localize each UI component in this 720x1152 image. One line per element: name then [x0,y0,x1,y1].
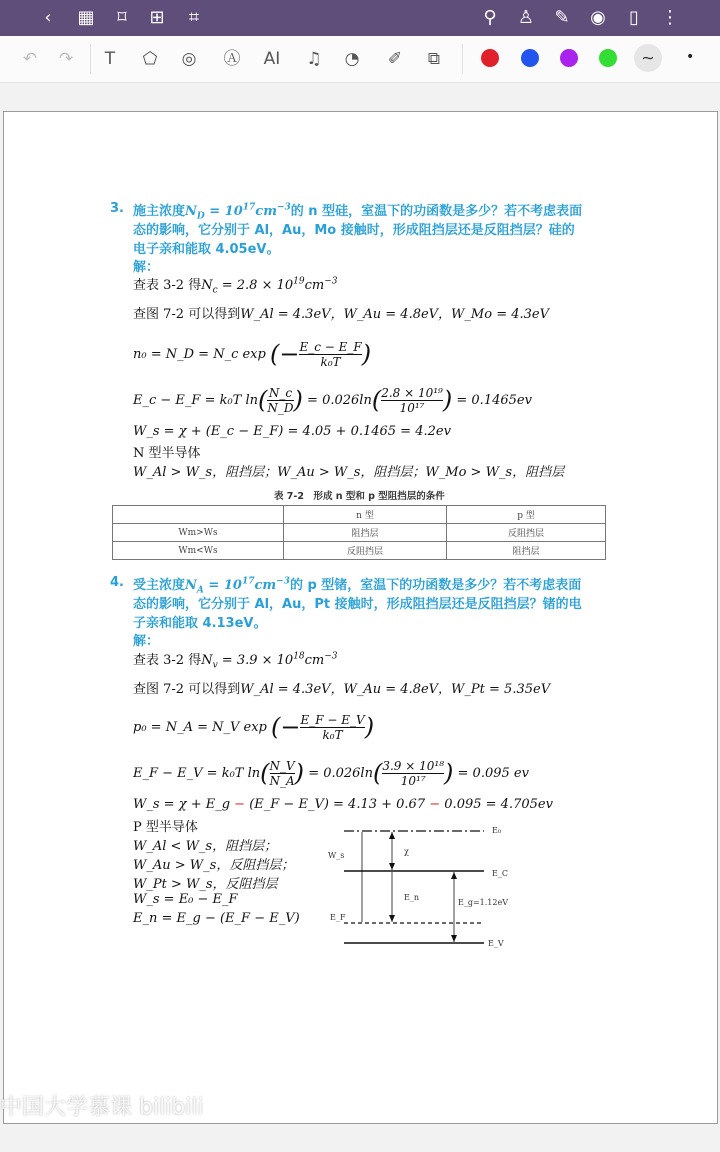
q4-step-work-functions: 查图 7-2 可以得到W_Al = 4.3eV，W_Au = 4.8eV，W_Pt = 5.35eV [133,682,551,697]
question-3-line2: 态的影响，它分别于 Al，Au，Mo 接触时，形成阻挡层还是反阻挡层？硅的 [133,223,575,238]
q4-step-nv: 查表 3-2 得$N_v = 3.9 \times 10^{18}cm^{-3}$ [133,651,338,671]
table-header-cell [113,506,284,524]
arrow-head [389,832,395,839]
table-header-row [113,506,606,524]
table-cell: Wm>Ws [113,524,284,542]
table-header-cell: n 型 [284,506,447,524]
green-color-swatch[interactable] [599,49,617,67]
table-cell: Wm<Ws [113,542,284,560]
video-watermark: 中国大学慕课 bilibili [0,1095,204,1120]
barrier-condition-table [112,505,606,560]
q3-step-work-functions: 查图 7-2 可以得到W_Al = 4.3eV，W_Au = 4.8eV，W_Mo = 4.3eV [133,307,549,322]
grid-icon[interactable]: ▦ [77,7,95,28]
table-caption: 表 7-2 形成 n 型和 p 型阻挡层的条件 [274,491,445,502]
arrow-head [389,863,395,870]
tape-tool-icon[interactable]: ◎ [181,49,197,69]
purple-color-swatch[interactable] [560,49,578,67]
chi-label: χ [404,847,409,856]
question-3-line3: 电子亲和能取 4.05eV。 [133,242,280,257]
question-4-line2: 态的影响，它分别于 Al，Au，Pt 接触时，形成阻挡层还是反阻挡层？锗的电 [133,597,582,612]
q3-formula-n0: n₀ = N_D = N_c exp (− $\frac{E\_c - E\_F}{\text{k₀T}}$ ) [133,340,372,369]
crop-icon[interactable]: ⌗ [188,7,200,28]
divider [90,44,91,74]
table-cell: 反阻挡层 [284,542,447,560]
table-cell: 阻挡层 [284,524,447,542]
eye-icon[interactable]: ◉ [590,7,606,28]
sticker-icon[interactable]: ◔ [344,49,360,69]
bookmark-icon[interactable]: ⌑ [117,7,127,28]
q4-conclusion-au: W_Au > W_s，反阻挡层； [133,858,295,873]
pen-style-button[interactable]: ∼ [634,44,662,72]
question-4-line3: 子亲和能取 4.13eV。 [133,616,267,631]
table-header-cell: p 型 [447,506,606,524]
shirt-icon[interactable]: ♙ [517,7,535,28]
question-4-line1: 受主浓度$N_A = 10^{17}cm^{-3}$的 p 型锗，室温下的功函数是多少？若不考虑表面 [133,576,582,596]
pen-edit-icon[interactable]: ✎ [554,7,570,28]
ef-label: E_F [330,913,346,922]
q4-formula-en: E_n = E_g − (E_F − E_V) [133,911,300,926]
ai-tool-icon[interactable]: AI [263,49,281,69]
undo-icon[interactable]: ↶ [22,49,38,69]
q4-formula-ws: W_s = χ + E_g − (E_F − E_V) = 4.13 + 0.67 − 0.095 = 4.705ev [133,797,553,812]
eg-label: E_g=1.12eV [458,898,508,907]
text-tool-icon[interactable]: T [104,49,116,69]
laser-pointer-icon[interactable]: ✐ [387,49,403,69]
q3-formula-ec-ef: E_c − E_F = k₀T ln( $\frac{N\_c}{N\_D}$ ) = 0.026ln( $\frac{\text{2.8 × 10¹⁹}}{\text{10¹⁷}}$ ) = 0.1465ev [133,386,532,415]
ocr-tool-icon[interactable]: Ⓐ [223,49,241,69]
table-cell: 阻挡层 [447,542,606,560]
q3-formula-ws: W_s = χ + (E_c − E_F) = 4.05 + 0.1465 = 4.2ev [133,424,451,439]
redo-icon[interactable]: ↷ [58,49,74,69]
table-row [113,542,606,560]
back-icon[interactable]: ‹ [44,7,52,28]
table-cell: 反阻挡层 [447,524,606,542]
q4-formula-p0: p₀ = N_A = N_V exp (− $\frac{E\_F - E\_V}{\text{k₀T}}$ ) [133,713,375,742]
blue-color-swatch[interactable] [521,49,539,67]
arrow-head [389,915,395,922]
red-color-swatch[interactable] [481,49,499,67]
mic-icon[interactable]: ♫ [306,49,322,69]
divider [462,44,463,74]
arrow-head [451,872,457,879]
reader-icon[interactable]: ▯ [629,7,639,28]
top-app-bar [0,0,720,36]
q3-n-type-label: N 型半导体 [133,446,201,461]
more-icon[interactable]: ⋮ [661,7,679,28]
q4-p-type-label: P 型半导体 [133,820,198,835]
search-icon[interactable]: ⚲ [483,7,497,28]
table-row [113,524,606,542]
e0-label: E₀ [492,826,502,835]
q4-formula-ef-ev: E_F − E_V = k₀T ln( $\frac{N\_V}{N\_A}$ ) = 0.026ln( $\frac{\text{3.9 × 10¹⁸}}{\text{10¹⁷}}$ ) = 0.095 ev [133,759,529,788]
solution-label: 解： [133,634,160,649]
question-3-line1: 施主浓度$N_D = 10^{17}cm^{-3}$的 n 型硅，室温下的功函数是多少？若不考虑表面 [133,202,583,222]
q3-conclusion: W_Al > W_s，阻挡层；W_Au > W_s，阻挡层；W_Mo > W_s，阻挡层 [133,465,565,480]
pen-size-dot[interactable]: • [686,49,695,65]
ec-label: E_C [492,869,508,878]
question-4-number: 4. [110,575,124,590]
energy-band-diagram [314,812,534,962]
arrow-head [451,935,457,942]
question-3-number: 3. [110,201,124,216]
shape-tool-icon[interactable]: ⬠ [142,49,158,69]
translate-icon[interactable]: ⧉ [427,49,441,69]
ev-label: E_V [488,939,504,948]
q4-conclusion-pt: W_Pt > W_s，反阻挡层 [133,877,278,892]
q3-step-nc: 查表 3-2 得$N_c = 2.8 \times 10^{19}cm^{-3}$ [133,276,338,296]
add-page-icon[interactable]: ⊞ [149,7,165,28]
q4-conclusion-al: W_Al < W_s，阻挡层； [133,839,278,854]
ws-label: W_s [328,851,345,860]
solution-label: 解： [133,260,160,275]
q4-formula-ws-e0: W_s = E₀ − E_F [133,892,238,907]
document-page [3,111,718,1124]
en-label: E_n [404,893,419,902]
